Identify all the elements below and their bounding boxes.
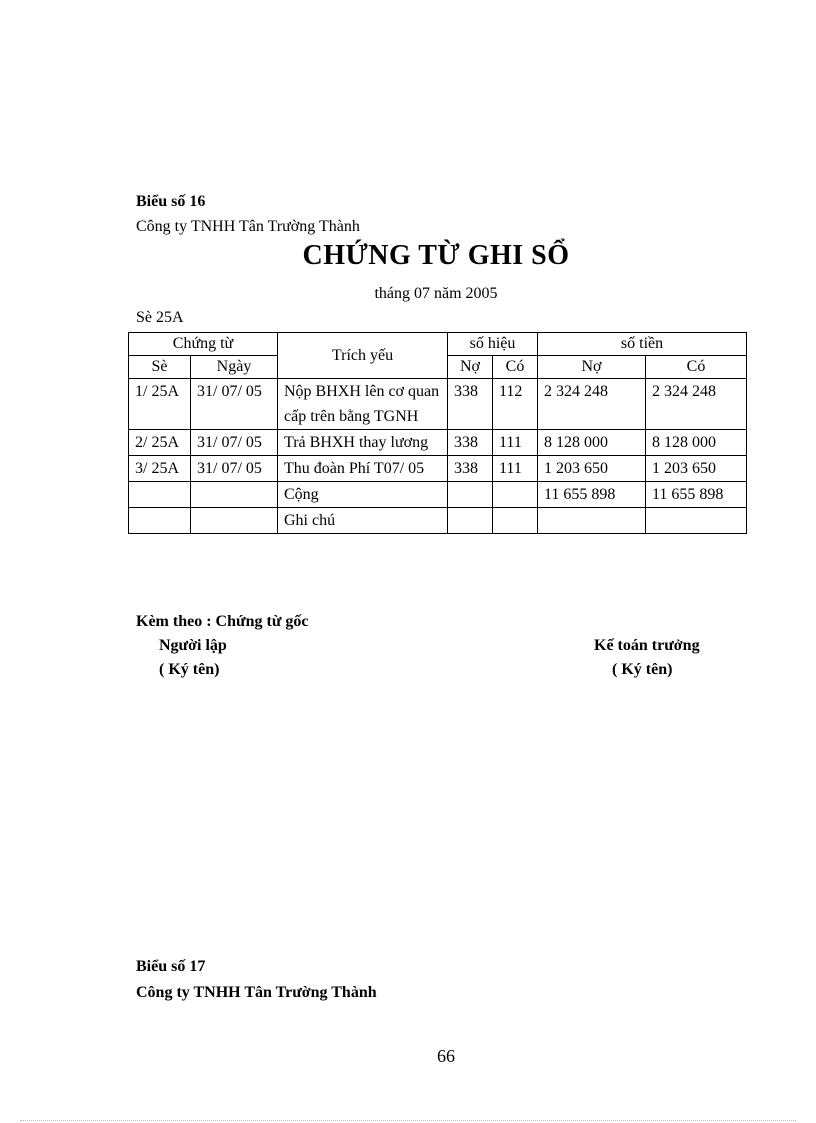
page-bottom-rule	[20, 1120, 796, 1121]
cell-date: 31/ 07/ 05	[191, 456, 278, 482]
cell-debit-account: 338	[448, 430, 493, 456]
form-label: Biểu số 16	[136, 193, 206, 210]
next-form-label: Biểu số 17	[136, 958, 206, 975]
header-credit-amount: Có	[646, 356, 747, 379]
preparer-label: Người lập	[159, 637, 227, 654]
note-row	[129, 508, 747, 534]
ledger-table	[128, 332, 747, 534]
cell-no: 3/ 25A	[129, 456, 191, 482]
note-label: Ghi chú	[278, 508, 448, 534]
table-header-row	[129, 333, 747, 356]
cell-credit-amount: 2 324 248	[646, 379, 747, 430]
cell-debit-amount: 1 203 650	[538, 456, 646, 482]
cell-date: 31/ 07/ 05	[191, 430, 278, 456]
page-number: 66	[437, 1046, 455, 1066]
cell-debit-amount: 2 324 248	[538, 379, 646, 430]
cell-no: 1/ 25A	[129, 379, 191, 430]
total-row	[129, 482, 747, 508]
table-row	[129, 379, 747, 430]
next-company-name: Công ty TNHH Tân Trường Thành	[136, 984, 377, 1001]
total-credit-amount: 11 655 898	[646, 482, 747, 508]
cell-description: Trả BHXH thay lương	[278, 430, 448, 456]
total-debit-amount: 11 655 898	[538, 482, 646, 508]
header-amount: số tiền	[538, 333, 747, 356]
header-voucher: Chứng từ	[129, 333, 278, 356]
preparer-signature: ( Ký tên)	[159, 661, 220, 678]
cell-no: 2/ 25A	[129, 430, 191, 456]
chief-accountant-label: Kế toán trưởng	[594, 637, 700, 654]
cell-credit-account: 111	[493, 430, 538, 456]
cell-debit-amount: 8 128 000	[538, 430, 646, 456]
cell-credit-account: 112	[493, 379, 538, 430]
header-description: Trích yếu	[278, 333, 448, 379]
header-no: Sè	[129, 356, 191, 379]
cell-credit-account: 111	[493, 456, 538, 482]
table-row	[129, 456, 747, 482]
table-row	[129, 430, 747, 456]
cell-date: 31/ 07/ 05	[191, 379, 278, 430]
header-debit-amount: Nợ	[538, 356, 646, 379]
document-title: CHỨNG TỪ GHI SỔ	[302, 240, 570, 271]
chief-accountant-signature: ( Ký tên)	[612, 661, 673, 678]
header-date: Ngày	[191, 356, 278, 379]
cell-description: Nộp BHXH lên cơ quan cấp trên bằng TGNH	[278, 379, 448, 430]
cell-credit-amount: 1 203 650	[646, 456, 747, 482]
header-credit-account: Có	[493, 356, 538, 379]
cell-debit-account: 338	[448, 456, 493, 482]
document-period: tháng 07 năm 2005	[374, 285, 498, 302]
attachment-note: Kèm theo : Chứng từ gốc	[136, 613, 309, 630]
total-label: Cộng	[278, 482, 448, 508]
header-debit-account: Nợ	[448, 356, 493, 379]
header-account: số hiệu	[448, 333, 538, 356]
company-name: Công ty TNHH Tân Trường Thành	[136, 218, 360, 235]
cell-debit-account: 338	[448, 379, 493, 430]
cell-credit-amount: 8 128 000	[646, 430, 747, 456]
cell-description: Thu đoàn Phí T07/ 05	[278, 456, 448, 482]
voucher-number: Sè 25A	[136, 309, 184, 326]
